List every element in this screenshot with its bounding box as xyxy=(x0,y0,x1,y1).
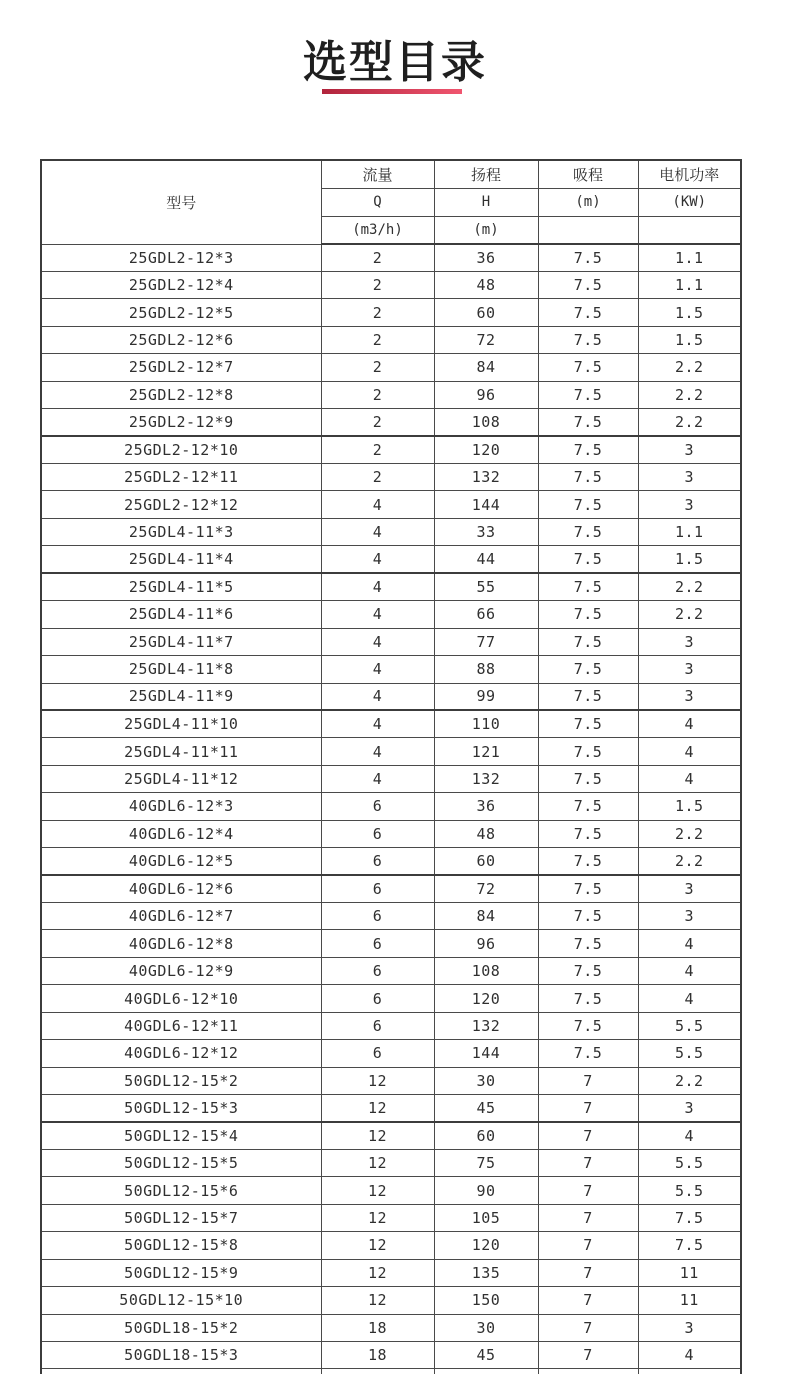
head-cell: 33 xyxy=(434,518,538,545)
suction-cell: 7.5 xyxy=(538,573,638,600)
head-cell: 90 xyxy=(434,1177,538,1204)
flow-cell: 6 xyxy=(321,848,434,875)
power-cell: 3 xyxy=(638,628,741,655)
model-cell: 40GDL6-12*10 xyxy=(41,985,321,1012)
model-cell: 50GDL18-15*3 xyxy=(41,1342,321,1369)
suction-cell: 7.5 xyxy=(538,1012,638,1039)
power-header-cell: 电机功率 xyxy=(638,160,741,188)
head-cell: 144 xyxy=(434,491,538,518)
table-row xyxy=(41,1012,741,1039)
suction-cell: 7.5 xyxy=(538,903,638,930)
head-cell: 120 xyxy=(434,1232,538,1259)
flow-cell: 12 xyxy=(321,1149,434,1176)
flow-cell: 2 xyxy=(321,409,434,436)
power-cell: 1.1 xyxy=(638,271,741,298)
flow-symbol-cell: Q xyxy=(321,188,434,216)
power-cell: 2.2 xyxy=(638,381,741,408)
head-cell: 120 xyxy=(434,985,538,1012)
power-cell: 4 xyxy=(638,1342,741,1369)
head-cell: 88 xyxy=(434,656,538,683)
head-cell: 30 xyxy=(434,1067,538,1094)
head-cell: 60 xyxy=(434,299,538,326)
suction-cell: 7.5 xyxy=(538,957,638,984)
head-cell: 45 xyxy=(434,1342,538,1369)
table-row xyxy=(41,1287,741,1314)
head-cell: 55 xyxy=(434,573,538,600)
head-cell: 108 xyxy=(434,409,538,436)
power-cell: 11 xyxy=(638,1287,741,1314)
suction-cell: 7.5 xyxy=(538,464,638,491)
table-row xyxy=(41,1149,741,1176)
head-cell: 108 xyxy=(434,957,538,984)
model-cell: 50GDL12-15*8 xyxy=(41,1232,321,1259)
table-row xyxy=(41,793,741,820)
flow-cell: 2 xyxy=(321,244,434,271)
power-cell: 3 xyxy=(638,903,741,930)
model-cell: 50GDL12-15*4 xyxy=(41,1122,321,1149)
suction-cell: 7.5 xyxy=(538,546,638,573)
head-cell: 77 xyxy=(434,628,538,655)
head-cell: 105 xyxy=(434,1204,538,1231)
model-cell: 50GDL18-15*2 xyxy=(41,1314,321,1341)
power-cell: 4 xyxy=(638,1122,741,1149)
power-cell: 3 xyxy=(638,491,741,518)
flow-cell: 2 xyxy=(321,464,434,491)
suction-cell: 7.5 xyxy=(538,628,638,655)
suction-cell: 7.5 xyxy=(538,738,638,765)
power-cell: 2.2 xyxy=(638,354,741,381)
flow-cell: 6 xyxy=(321,1012,434,1039)
head-unit-cell: (m) xyxy=(434,216,538,244)
head-cell xyxy=(434,1369,538,1374)
table-body xyxy=(41,244,741,1374)
flow-cell: 4 xyxy=(321,628,434,655)
table-row xyxy=(41,326,741,353)
suction-symbol-cell: (m) xyxy=(538,188,638,216)
model-cell: 40GDL6-12*12 xyxy=(41,1040,321,1067)
table-row xyxy=(41,1314,741,1341)
table-row xyxy=(41,1259,741,1286)
suction-cell: 7.5 xyxy=(538,848,638,875)
suction-cell: 7.5 xyxy=(538,710,638,737)
flow-cell: 18 xyxy=(321,1342,434,1369)
model-cell: 25GDL2-12*5 xyxy=(41,299,321,326)
suction-cell: 7.5 xyxy=(538,601,638,628)
table-row xyxy=(41,1040,741,1067)
table-row xyxy=(41,601,741,628)
head-cell: 110 xyxy=(434,710,538,737)
table-row xyxy=(41,1122,741,1149)
flow-cell: 12 xyxy=(321,1095,434,1122)
flow-cell: 4 xyxy=(321,518,434,545)
power-cell: 4 xyxy=(638,930,741,957)
flow-cell: 12 xyxy=(321,1204,434,1231)
table-row xyxy=(41,957,741,984)
model-cell: 25GDL2-12*8 xyxy=(41,381,321,408)
model-cell: 50GDL12-15*3 xyxy=(41,1095,321,1122)
suction-cell: 7.5 xyxy=(538,326,638,353)
model-cell: 25GDL2-12*12 xyxy=(41,491,321,518)
table-row xyxy=(41,1342,741,1369)
suction-cell: 7.5 xyxy=(538,930,638,957)
suction-cell: 7.5 xyxy=(538,683,638,710)
flow-cell: 2 xyxy=(321,354,434,381)
power-cell: 1.5 xyxy=(638,299,741,326)
model-header-cell: 型号 xyxy=(41,160,321,244)
flow-cell: 4 xyxy=(321,546,434,573)
flow-cell: 4 xyxy=(321,491,434,518)
flow-cell: 2 xyxy=(321,436,434,463)
power-cell: 3 xyxy=(638,464,741,491)
power-cell: 2.2 xyxy=(638,1067,741,1094)
suction-cell: 7.5 xyxy=(538,820,638,847)
table-row xyxy=(41,464,741,491)
power-cell: 1.5 xyxy=(638,326,741,353)
model-cell: 50GDL12-15*7 xyxy=(41,1204,321,1231)
head-cell: 72 xyxy=(434,326,538,353)
model-cell: 40GDL6-12*9 xyxy=(41,957,321,984)
head-cell: 150 xyxy=(434,1287,538,1314)
suction-cell xyxy=(538,1369,638,1374)
suction-cell: 7 xyxy=(538,1342,638,1369)
power-cell: 2.2 xyxy=(638,848,741,875)
model-cell: 25GDL4-11*10 xyxy=(41,710,321,737)
table-row xyxy=(41,491,741,518)
table-row xyxy=(41,1204,741,1231)
suction-cell: 7 xyxy=(538,1232,638,1259)
head-cell: 66 xyxy=(434,601,538,628)
power-cell: 2.2 xyxy=(638,820,741,847)
table-row xyxy=(41,628,741,655)
table-row xyxy=(41,271,741,298)
head-symbol-cell: H xyxy=(434,188,538,216)
table-row xyxy=(41,710,741,737)
head-cell: 99 xyxy=(434,683,538,710)
power-cell: 2.2 xyxy=(638,409,741,436)
head-cell: 120 xyxy=(434,436,538,463)
table-row xyxy=(41,765,741,792)
model-cell: 25GDL4-11*4 xyxy=(41,546,321,573)
table-row xyxy=(41,683,741,710)
model-cell: 50GDL12-15*10 xyxy=(41,1287,321,1314)
model-cell: 25GDL4-11*8 xyxy=(41,656,321,683)
head-cell: 44 xyxy=(434,546,538,573)
power-cell: 11 xyxy=(638,1259,741,1286)
suction-cell: 7 xyxy=(538,1204,638,1231)
table-row xyxy=(41,985,741,1012)
flow-cell: 4 xyxy=(321,601,434,628)
power-cell: 5.5 xyxy=(638,1012,741,1039)
head-cell: 48 xyxy=(434,820,538,847)
flow-cell: 2 xyxy=(321,326,434,353)
model-cell: 25GDL4-11*3 xyxy=(41,518,321,545)
head-cell: 135 xyxy=(434,1259,538,1286)
flow-cell: 6 xyxy=(321,875,434,902)
head-cell: 36 xyxy=(434,244,538,271)
table-row xyxy=(41,409,741,436)
power-cell: 7.5 xyxy=(638,1232,741,1259)
suction-cell: 7.5 xyxy=(538,299,638,326)
flow-cell: 12 xyxy=(321,1232,434,1259)
table-row xyxy=(41,738,741,765)
flow-cell: 6 xyxy=(321,930,434,957)
flow-cell: 4 xyxy=(321,765,434,792)
suction-unit-cell xyxy=(538,216,638,244)
model-cell: 25GDL2-12*11 xyxy=(41,464,321,491)
power-unit-cell xyxy=(638,216,741,244)
table-row xyxy=(41,546,741,573)
flow-cell: 6 xyxy=(321,1040,434,1067)
flow-cell: 6 xyxy=(321,985,434,1012)
power-cell: 5.5 xyxy=(638,1177,741,1204)
model-cell: 40GDL6-12*8 xyxy=(41,930,321,957)
suction-cell: 7.5 xyxy=(538,436,638,463)
table-row xyxy=(41,244,741,271)
power-cell: 1.1 xyxy=(638,518,741,545)
suction-cell: 7.5 xyxy=(538,875,638,902)
table-row-partial xyxy=(41,1369,741,1374)
suction-cell: 7.5 xyxy=(538,409,638,436)
flow-cell: 2 xyxy=(321,299,434,326)
flow-cell: 12 xyxy=(321,1122,434,1149)
table-row xyxy=(41,820,741,847)
table-row xyxy=(41,1095,741,1122)
table-row xyxy=(41,930,741,957)
table-row xyxy=(41,875,741,902)
power-cell: 3 xyxy=(638,656,741,683)
flow-cell: 12 xyxy=(321,1287,434,1314)
power-cell: 5.5 xyxy=(638,1040,741,1067)
model-cell: 25GDL2-12*6 xyxy=(41,326,321,353)
suction-cell: 7.5 xyxy=(538,244,638,271)
model-cell: 25GDL2-12*3 xyxy=(41,244,321,271)
table-row xyxy=(41,848,741,875)
flow-cell: 18 xyxy=(321,1314,434,1341)
suction-cell: 7.5 xyxy=(538,985,638,1012)
model-cell: 40GDL6-12*5 xyxy=(41,848,321,875)
model-cell: 40GDL6-12*3 xyxy=(41,793,321,820)
flow-cell: 12 xyxy=(321,1177,434,1204)
table-row xyxy=(41,1232,741,1259)
flow-cell xyxy=(321,1369,434,1374)
model-cell: 50GDL12-15*6 xyxy=(41,1177,321,1204)
head-cell: 121 xyxy=(434,738,538,765)
table-row xyxy=(41,1067,741,1094)
power-cell: 4 xyxy=(638,957,741,984)
flow-cell: 4 xyxy=(321,573,434,600)
power-cell: 1.5 xyxy=(638,546,741,573)
head-cell: 132 xyxy=(434,765,538,792)
table-row xyxy=(41,573,741,600)
suction-cell: 7 xyxy=(538,1287,638,1314)
suction-cell: 7.5 xyxy=(538,1040,638,1067)
flow-cell: 2 xyxy=(321,381,434,408)
flow-cell: 6 xyxy=(321,793,434,820)
power-cell: 2.2 xyxy=(638,601,741,628)
model-cell: 50GDL12-15*2 xyxy=(41,1067,321,1094)
suction-cell: 7.5 xyxy=(538,381,638,408)
model-cell: 40GDL6-12*7 xyxy=(41,903,321,930)
suction-cell: 7 xyxy=(538,1095,638,1122)
table-row xyxy=(41,903,741,930)
model-cell: 25GDL4-11*11 xyxy=(41,738,321,765)
header-row-names xyxy=(41,160,741,188)
model-cell: 25GDL4-11*5 xyxy=(41,573,321,600)
head-cell: 84 xyxy=(434,354,538,381)
head-cell: 36 xyxy=(434,793,538,820)
power-cell: 4 xyxy=(638,710,741,737)
suction-cell: 7.5 xyxy=(538,271,638,298)
table-header xyxy=(41,160,741,244)
title-underline xyxy=(322,89,462,94)
table-row xyxy=(41,518,741,545)
flow-cell: 6 xyxy=(321,903,434,930)
table-row xyxy=(41,354,741,381)
head-cell: 48 xyxy=(434,271,538,298)
table-row xyxy=(41,381,741,408)
model-cell: 50GDL12-15*5 xyxy=(41,1149,321,1176)
head-cell: 144 xyxy=(434,1040,538,1067)
model-cell: 40GDL6-12*11 xyxy=(41,1012,321,1039)
flow-unit-cell: (m3/h) xyxy=(321,216,434,244)
head-cell: 60 xyxy=(434,848,538,875)
model-cell: 25GDL4-11*9 xyxy=(41,683,321,710)
head-cell: 96 xyxy=(434,381,538,408)
table-row xyxy=(41,299,741,326)
suction-cell: 7 xyxy=(538,1122,638,1149)
model-cell: 25GDL4-11*6 xyxy=(41,601,321,628)
power-cell: 4 xyxy=(638,765,741,792)
suction-cell: 7.5 xyxy=(538,656,638,683)
power-cell: 3 xyxy=(638,1314,741,1341)
power-cell xyxy=(638,1369,741,1374)
suction-cell: 7 xyxy=(538,1177,638,1204)
table-row xyxy=(41,1177,741,1204)
table-row xyxy=(41,656,741,683)
model-cell: 25GDL2-12*10 xyxy=(41,436,321,463)
suction-cell: 7 xyxy=(538,1149,638,1176)
table-row xyxy=(41,436,741,463)
suction-cell: 7 xyxy=(538,1259,638,1286)
power-cell: 1.5 xyxy=(638,793,741,820)
head-cell: 45 xyxy=(434,1095,538,1122)
model-cell xyxy=(41,1369,321,1374)
flow-cell: 12 xyxy=(321,1259,434,1286)
power-cell: 3 xyxy=(638,1095,741,1122)
flow-cell: 4 xyxy=(321,683,434,710)
head-header-cell: 扬程 xyxy=(434,160,538,188)
head-cell: 60 xyxy=(434,1122,538,1149)
model-cell: 40GDL6-12*4 xyxy=(41,820,321,847)
model-cell: 50GDL12-15*9 xyxy=(41,1259,321,1286)
suction-cell: 7.5 xyxy=(538,793,638,820)
head-cell: 72 xyxy=(434,875,538,902)
power-cell: 4 xyxy=(638,985,741,1012)
model-cell: 25GDL2-12*4 xyxy=(41,271,321,298)
model-cell: 25GDL2-12*9 xyxy=(41,409,321,436)
power-cell: 3 xyxy=(638,875,741,902)
head-cell: 132 xyxy=(434,1012,538,1039)
suction-header-cell: 吸程 xyxy=(538,160,638,188)
power-cell: 1.1 xyxy=(638,244,741,271)
power-symbol-cell: (KW) xyxy=(638,188,741,216)
power-cell: 4 xyxy=(638,738,741,765)
head-cell: 30 xyxy=(434,1314,538,1341)
suction-cell: 7.5 xyxy=(538,765,638,792)
power-cell: 3 xyxy=(638,436,741,463)
flow-cell: 4 xyxy=(321,738,434,765)
model-cell: 25GDL4-11*12 xyxy=(41,765,321,792)
flow-cell: 12 xyxy=(321,1067,434,1094)
head-cell: 132 xyxy=(434,464,538,491)
flow-cell: 6 xyxy=(321,957,434,984)
flow-cell: 6 xyxy=(321,820,434,847)
suction-cell: 7.5 xyxy=(538,491,638,518)
flow-cell: 4 xyxy=(321,710,434,737)
suction-cell: 7.5 xyxy=(538,518,638,545)
power-cell: 5.5 xyxy=(638,1149,741,1176)
suction-cell: 7 xyxy=(538,1314,638,1341)
page-title: 选型目录 xyxy=(303,38,487,87)
flow-header-cell: 流量 xyxy=(321,160,434,188)
model-cell: 25GDL4-11*7 xyxy=(41,628,321,655)
head-cell: 96 xyxy=(434,930,538,957)
head-cell: 84 xyxy=(434,903,538,930)
flow-cell: 4 xyxy=(321,656,434,683)
flow-cell: 2 xyxy=(321,271,434,298)
power-cell: 7.5 xyxy=(638,1204,741,1231)
head-cell: 75 xyxy=(434,1149,538,1176)
suction-cell: 7 xyxy=(538,1067,638,1094)
power-cell: 2.2 xyxy=(638,573,741,600)
suction-cell: 7.5 xyxy=(538,354,638,381)
power-cell: 3 xyxy=(638,683,741,710)
selection-table xyxy=(40,159,742,1374)
model-cell: 40GDL6-12*6 xyxy=(41,875,321,902)
model-cell: 25GDL2-12*7 xyxy=(41,354,321,381)
